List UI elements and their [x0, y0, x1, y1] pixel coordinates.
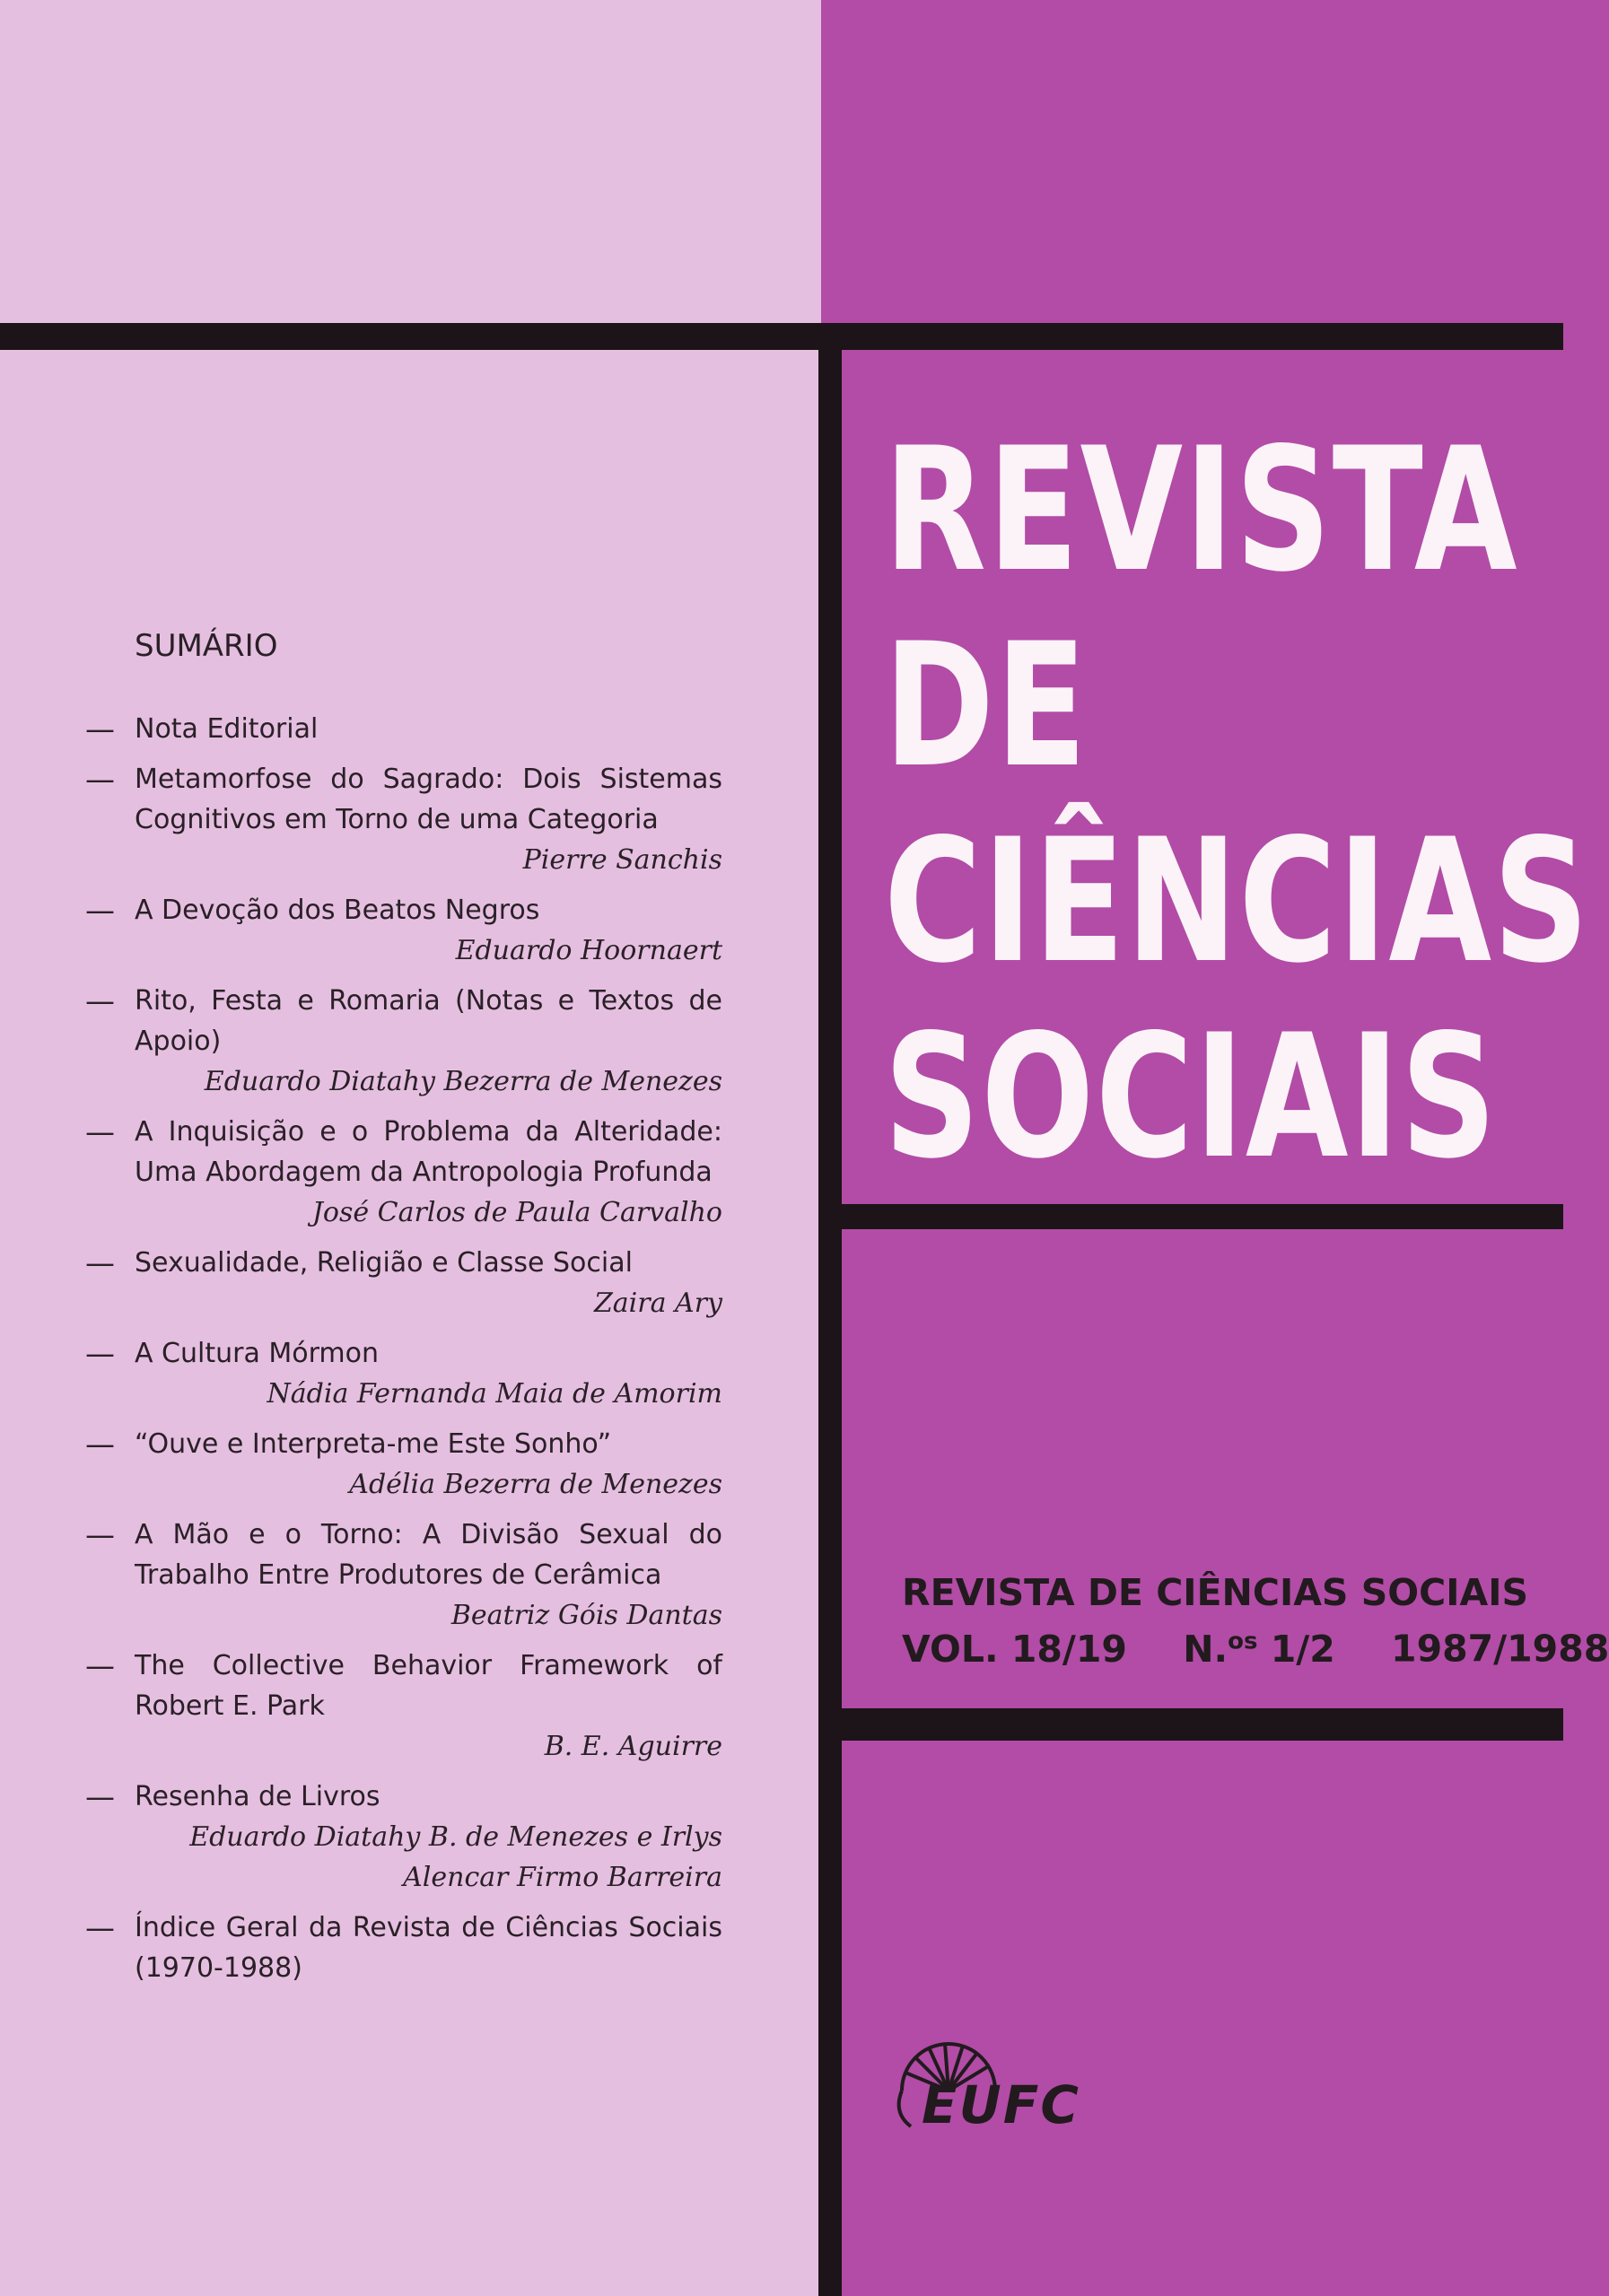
toc-title: A Cultura Mórmon: [135, 1338, 380, 1369]
toc-entry: [85, 709, 722, 749]
toc-title: Índice Geral da Revista de Ciências Sociais (1970-1988): [135, 1912, 722, 1984]
issue-journal-name: REVISTA DE CIÊNCIAS SOCIAIS: [902, 1571, 1528, 1614]
issue-number-suffix: os: [1228, 1628, 1258, 1654]
toc-entry: [85, 981, 722, 1102]
toc-dash: —: [85, 1245, 115, 1280]
issue-details: [902, 1617, 1609, 1673]
toc-entry: [85, 1333, 722, 1414]
toc-entry: [85, 1908, 722, 1988]
masthead-line: DE: [884, 607, 1089, 805]
toc-author: Nádia Fernanda Maia de Amorim: [267, 1378, 722, 1410]
toc-dash: —: [85, 762, 115, 797]
toc-author: Beatriz Góis Dantas: [450, 1600, 722, 1631]
toc-title: Rito, Festa e Romaria (Notas e Textos de Apoio): [135, 985, 722, 1057]
toc-entry: [85, 1424, 722, 1505]
toc-entry: [85, 1112, 722, 1233]
masthead-line: REVISTA: [884, 411, 1519, 609]
toc-dash: —: [85, 1779, 115, 1814]
toc-title: Resenha de Livros: [135, 1781, 380, 1812]
toc-title: A Inquisição e o Problema da Alteridade: Uma Abordagem da Antropologia Profunda: [135, 1116, 722, 1188]
masthead-line: SOCIAIS: [884, 998, 1499, 1196]
toc-dash: —: [85, 1427, 115, 1462]
summary-heading: SUMÁRIO: [135, 628, 278, 664]
toc-entry: [85, 1777, 722, 1898]
toc-author: José Carlos de Paula Carvalho: [311, 1197, 722, 1228]
toc-title: “Ouve e Interpreta-me Este Sonho”: [135, 1428, 612, 1460]
toc-entry: [85, 1646, 722, 1767]
toc-author: Eduardo Diatahy Bezerra de Menezes: [204, 1066, 722, 1097]
issue-info: [902, 1568, 1609, 1673]
toc-title: Sexualidade, Religião e Classe Social: [135, 1247, 633, 1279]
toc-dash: —: [85, 1910, 115, 1945]
toc-author: Eduardo Diatahy B. de Menezes e Irlys Alencar Firmo Barreira: [189, 1821, 722, 1893]
toc-entry: [85, 890, 722, 971]
toc-title: A Devoção dos Beatos Negros: [135, 895, 540, 926]
issue-volume: VOL. 18/19: [902, 1627, 1127, 1671]
vertical-divider-bar: [818, 323, 842, 2296]
toc-title: A Mão e o Torno: A Divisão Sexual do Trabalho Entre Produtores de Cerâmica: [135, 1519, 722, 1591]
toc-dash: —: [85, 893, 115, 928]
toc-title: Nota Editorial: [135, 713, 319, 745]
toc-title: The Collective Behavior Framework of Robert E. Park: [135, 1650, 722, 1722]
toc-author: Adélia Bezerra de Menezes: [349, 1469, 722, 1500]
toc-dash: —: [85, 1114, 115, 1149]
lower-divider-bar: [842, 1708, 1563, 1741]
issue-number-value: 1/2: [1270, 1627, 1335, 1671]
toc-author: Zaira Ary: [593, 1288, 722, 1319]
toc-dash: —: [85, 983, 115, 1018]
table-of-contents: [85, 709, 722, 1998]
journal-masthead: [884, 411, 1590, 1196]
toc-author: Eduardo Hoornaert: [455, 935, 722, 966]
publisher-logo: [884, 2037, 1144, 2135]
toc-entry: [85, 759, 722, 880]
toc-dash: —: [85, 1517, 115, 1552]
toc-entry: [85, 1243, 722, 1323]
issue-years: 1987/1988: [1391, 1627, 1609, 1671]
toc-dash: —: [85, 1648, 115, 1683]
toc-author: B. E. Aguirre: [544, 1731, 722, 1762]
publisher-logo-text: EUFC: [922, 2074, 1080, 2135]
top-divider-bar: [0, 323, 1563, 350]
toc-entry: [85, 1515, 722, 1636]
toc-dash: —: [85, 1336, 115, 1371]
issue-number: [1183, 1628, 1335, 1671]
toc-author: Pierre Sanchis: [522, 844, 722, 876]
middle-divider-bar: [842, 1204, 1563, 1229]
toc-title: Metamorfose do Sagrado: Dois Sistemas Cognitivos em Torno de uma Categoria: [135, 764, 722, 835]
toc-dash: —: [85, 711, 115, 746]
issue-number-prefix: N.: [1183, 1627, 1229, 1671]
masthead-line: CIÊNCIAS: [884, 802, 1590, 1000]
